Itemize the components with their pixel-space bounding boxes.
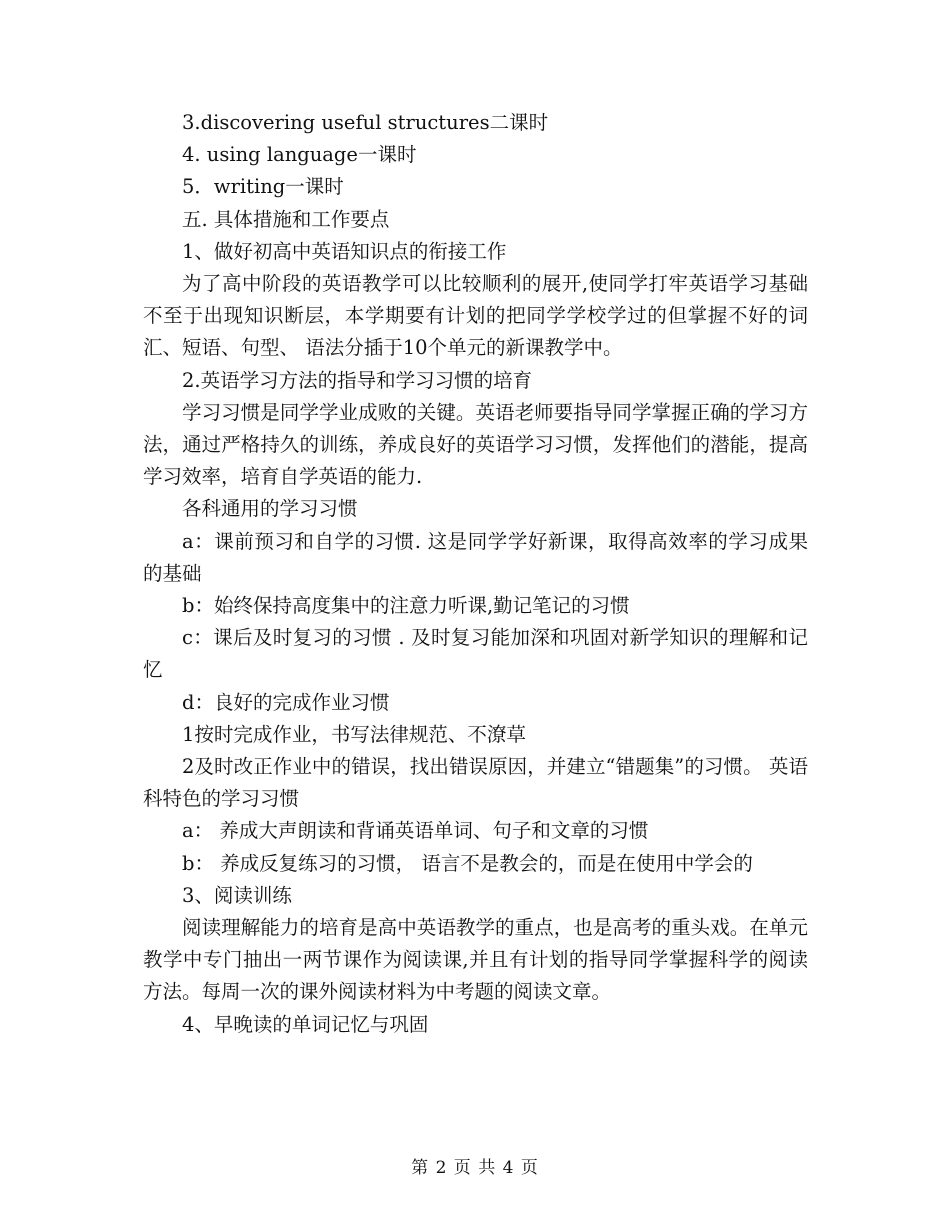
list-item: a： 养成大声朗读和背诵英语单词、句子和文章的习惯 bbox=[182, 819, 649, 843]
list-item: a：课前预习和自学的习惯. 这是同学学好新课，取得高效率的学习成果的基础 bbox=[143, 529, 808, 585]
paragraph: 阅读理解能力的培育是高中英语教学的重点，也是高考的重头戏。在单元教学中专门抽出一两节课作为阅读课,并且有计划的指导同学掌握科学的阅读方法。每周一次的课外阅读材料为中考题的阅读文章。 bbox=[143, 916, 808, 1004]
list-item: b：始终保持高度集中的注意力听课,勤记笔记的习惯 bbox=[182, 594, 630, 618]
page-footer bbox=[0, 1153, 950, 1178]
paragraph: 学习习惯是同学学业成败的关键。英语老师要指导同学掌握正确的学习方法，通过严格持久的训练，养成良好的英语学习习惯，发挥他们的潜能，提高学习效率，培育自学英语的能力. bbox=[143, 400, 808, 489]
list-item: d：良好的完成作业习惯 bbox=[182, 690, 390, 714]
paragraph: 各科通用的学习习惯 bbox=[182, 497, 358, 521]
page-number-label: 第 2 页 共 4 页 bbox=[411, 1158, 539, 1178]
paragraph: 3.discovering useful structures二课时 bbox=[182, 111, 549, 134]
document-body bbox=[143, 107, 808, 1041]
paragraph: 5．writing一课时 bbox=[182, 175, 344, 199]
subsection-heading: 3、阅读训练 bbox=[182, 883, 292, 907]
section-heading: 五. 具体措施和工作要点 bbox=[182, 207, 390, 231]
subsection-heading: 2.英语学习方法的指导和学习习惯的培育 bbox=[182, 368, 533, 392]
list-item: 2及时改正作业中的错误，找出错误原因，并建立“错题集”的习惯。 英语科特色的学习习惯 bbox=[143, 755, 808, 811]
list-item: 1按时完成作业，书写法律规范、不潦草 bbox=[182, 722, 526, 746]
subsection-heading: 1、做好初高中英语知识点的衔接工作 bbox=[182, 239, 507, 263]
paragraph: 4. using language一课时 bbox=[182, 143, 417, 167]
list-item: c：课后及时复习的习惯 . 及时复习能加深和巩固对新学知识的理解和记忆 bbox=[143, 626, 808, 682]
paragraph: 为了高中阶段的英语教学可以比较顺利的展开,使同学打牢英语学习基础不至于出现知识断层，本学期要有计划的把同学学校学过的但掌握不好的词汇、短语、句型、 语法分插于10个单元的新课教学中。 bbox=[143, 272, 808, 360]
subsection-heading: 4、早晚读的单词记忆与巩固 bbox=[182, 1012, 429, 1036]
list-item: b： 养成反复练习的习惯， 语言不是教会的，而是在使用中学会的 bbox=[182, 851, 753, 875]
